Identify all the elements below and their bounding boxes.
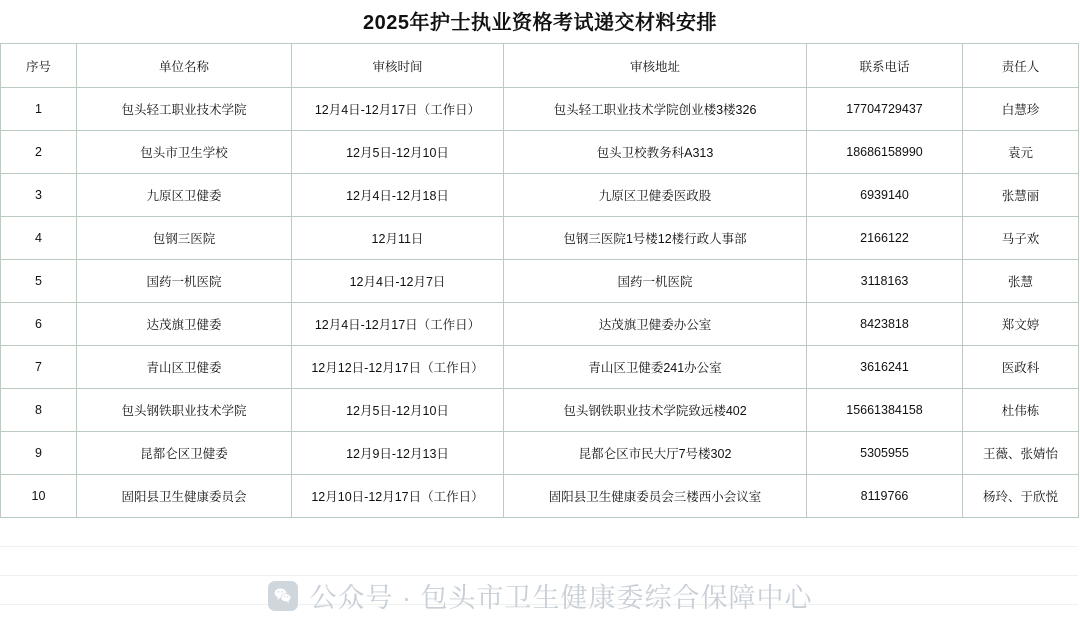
column-header-responsible-person: 责任人: [963, 44, 1079, 88]
cell-review-time: 12月4日-12月18日: [292, 174, 504, 217]
cell-responsible-person: 医政科: [963, 346, 1079, 389]
cell-review-address: 达茂旗卫健委办公室: [504, 303, 807, 346]
cell-responsible-person: 郑文婷: [963, 303, 1079, 346]
cell-index: 10: [1, 475, 77, 518]
cell-responsible-person: 白慧珍: [963, 88, 1079, 131]
table-row: [1, 88, 1079, 131]
cell-phone: 15661384158: [807, 389, 963, 432]
cell-unit-name: 包钢三医院: [77, 217, 292, 260]
table-row: [1, 217, 1079, 260]
cell-index: 4: [1, 217, 77, 260]
table-row: [1, 475, 1079, 518]
cell-phone: 6939140: [807, 174, 963, 217]
table-row: [1, 260, 1079, 303]
cell-unit-name: 青山区卫健委: [77, 346, 292, 389]
cell-index: 9: [1, 432, 77, 475]
cell-phone: 8423818: [807, 303, 963, 346]
table-row: [1, 389, 1079, 432]
cell-index: 1: [1, 88, 77, 131]
empty-row: [0, 547, 1078, 576]
table-header-row: [1, 44, 1079, 88]
table-header: [1, 44, 1079, 88]
cell-review-address: 国药一机医院: [504, 260, 807, 303]
cell-review-time: 12月9日-12月13日: [292, 432, 504, 475]
cell-unit-name: 固阳县卫生健康委员会: [77, 475, 292, 518]
cell-responsible-person: 杨玲、于欣悦: [963, 475, 1079, 518]
cell-review-time: 12月12日-12月17日（工作日）: [292, 346, 504, 389]
page-title: 2025年护士执业资格考试递交材料安排: [363, 12, 717, 34]
cell-responsible-person: 王薇、张婧怡: [963, 432, 1079, 475]
cell-responsible-person: 杜伟栋: [963, 389, 1079, 432]
cell-review-time: 12月11日: [292, 217, 504, 260]
cell-unit-name: 包头市卫生学校: [77, 131, 292, 174]
cell-index: 7: [1, 346, 77, 389]
cell-index: 6: [1, 303, 77, 346]
cell-review-address: 包钢三医院1号楼12楼行政人事部: [504, 217, 807, 260]
cell-unit-name: 国药一机医院: [77, 260, 292, 303]
cell-index: 2: [1, 131, 77, 174]
cell-review-address: 包头卫校教务科A313: [504, 131, 807, 174]
cell-unit-name: 包头轻工职业技术学院: [77, 88, 292, 131]
cell-responsible-person: 张慧丽: [963, 174, 1079, 217]
wechat-icon: [268, 581, 298, 611]
table-row: [1, 131, 1079, 174]
cell-unit-name: 昆都仑区卫健委: [77, 432, 292, 475]
cell-review-address: 九原区卫健委医政股: [504, 174, 807, 217]
cell-phone: 17704729437: [807, 88, 963, 131]
cell-phone: 5305955: [807, 432, 963, 475]
column-header-phone: 联系电话: [807, 44, 963, 88]
cell-phone: 8119766: [807, 475, 963, 518]
cell-unit-name: 包头钢铁职业技术学院: [77, 389, 292, 432]
cell-review-address: 青山区卫健委241办公室: [504, 346, 807, 389]
cell-responsible-person: 马子欢: [963, 217, 1079, 260]
table-body: [1, 88, 1079, 518]
column-header-index: 序号: [1, 44, 77, 88]
column-header-review-address: 审核地址: [504, 44, 807, 88]
watermark-text: 公众号 · 包头市卫生健康委综合保障中心: [309, 583, 813, 613]
cell-review-address: 固阳县卫生健康委员会三楼西小会议室: [504, 475, 807, 518]
cell-review-time: 12月10日-12月17日（工作日）: [292, 475, 504, 518]
cell-review-address: 昆都仑区市民大厅7号楼302: [504, 432, 807, 475]
cell-review-time: 12月4日-12月17日（工作日）: [292, 303, 504, 346]
schedule-table: [0, 43, 1079, 518]
cell-review-address: 包头轻工职业技术学院创业楼3楼326: [504, 88, 807, 131]
cell-responsible-person: 袁元: [963, 131, 1079, 174]
cell-index: 8: [1, 389, 77, 432]
cell-phone: 3118163: [807, 260, 963, 303]
cell-phone: 2166122: [807, 217, 963, 260]
table-row: [1, 432, 1079, 475]
column-header-review-time: 审核时间: [292, 44, 504, 88]
table-row: [1, 346, 1079, 389]
cell-review-time: 12月5日-12月10日: [292, 131, 504, 174]
cell-index: 3: [1, 174, 77, 217]
column-header-unit-name: 单位名称: [77, 44, 292, 88]
cell-unit-name: 达茂旗卫健委: [77, 303, 292, 346]
cell-unit-name: 九原区卫健委: [77, 174, 292, 217]
empty-row: [0, 518, 1078, 547]
cell-phone: 18686158990: [807, 131, 963, 174]
table-row: [1, 303, 1079, 346]
cell-index: 5: [1, 260, 77, 303]
table-row: [1, 174, 1079, 217]
cell-review-time: 12月4日-12月7日: [292, 260, 504, 303]
cell-review-time: 12月4日-12月17日（工作日）: [292, 88, 504, 131]
cell-review-time: 12月5日-12月10日: [292, 389, 504, 432]
cell-phone: 3616241: [807, 346, 963, 389]
cell-review-address: 包头钢铁职业技术学院致远楼402: [504, 389, 807, 432]
cell-responsible-person: 张慧: [963, 260, 1079, 303]
watermark: [0, 576, 1080, 615]
